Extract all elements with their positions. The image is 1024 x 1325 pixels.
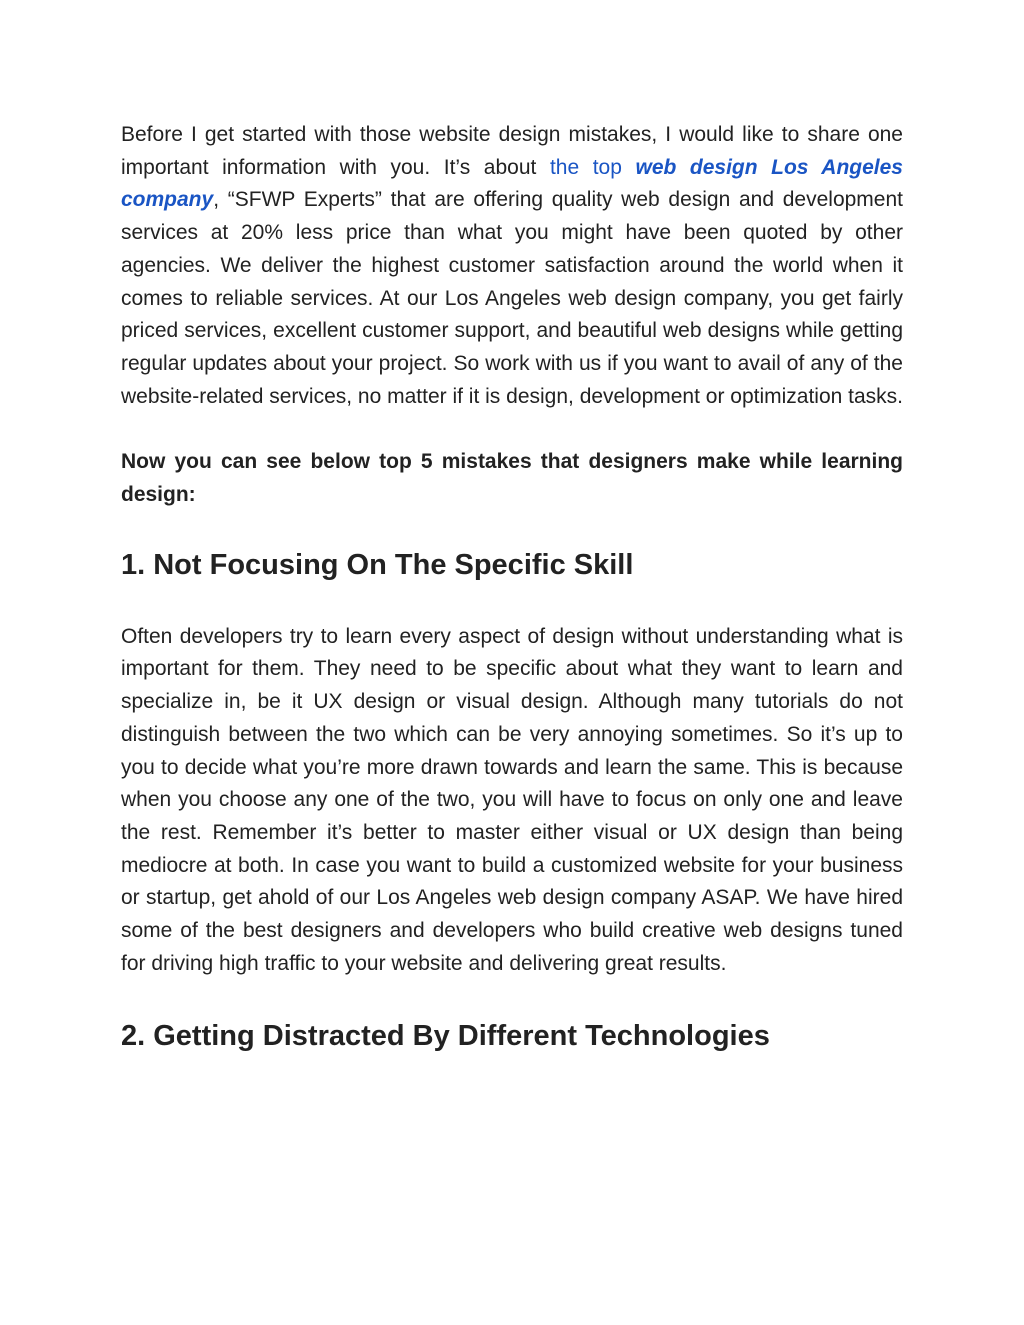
section-heading-1: 1. Not Focusing On The Specific Skill (121, 548, 634, 581)
document-page (121, 119, 903, 1054)
section-heading-2: 2. Getting Distracted By Different Technologies (121, 1020, 770, 1053)
intro-text-after: , “SFWP Experts” that are offering quality web design and development services at 20% less price than what you might have been quoted by other agencies. We deliver the highest customer satisfaction around the world when it comes to reliable services. At our Los Angeles web design company, you get fairly priced services, excellent customer support, and beautiful web designs while getting regular updates about your project. So work with us if you want to avail of any of the website-related services, no matter if it is design, development or optimization tasks. (121, 188, 904, 408)
lead-paragraph: Now you can see below top 5 mistakes that designers make while learning design: (121, 450, 903, 507)
link-the-top[interactable]: the top (549, 155, 636, 179)
intro-paragraph (121, 119, 903, 413)
section-body-1: Often developers try to learn every aspect of design without understanding what is important for them. They need to be specific about what they want to learn and specialize in, be it UX design or visual design. Although many tutorials do not distinguish between the two which can be very annoying sometimes. So it’s up to you to decide what you’re more drawn towards and learn the same. This is because when you choose any one of the two, you will have to focus on only one and leave the rest. Remember it’s better to master either visual or UX design than being mediocre at both. In case you want to build a customized website for your business or startup, get ahold of our Los Angeles web design company ASAP. We have hired some of the best designers and developers who build creative web designs tuned for driving high traffic to your website and delivering great results. (121, 624, 903, 975)
link-web-design-los-angeles-company[interactable]: web design Los Angeles company (121, 155, 903, 212)
intro-text-before: Before I get started with those website design mistakes, I would like to share one important information with you. It’s about (121, 123, 903, 179)
